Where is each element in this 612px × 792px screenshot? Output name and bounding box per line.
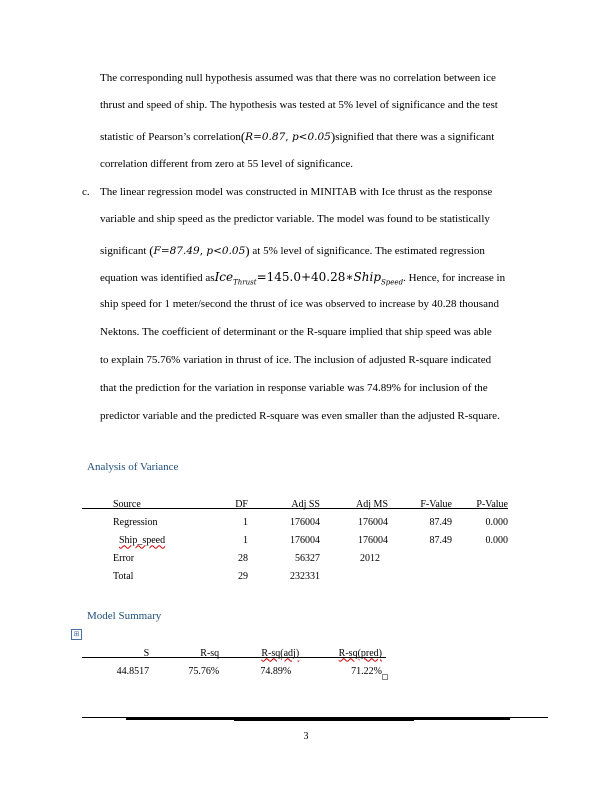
anova-cell: 87.49: [429, 516, 452, 528]
pearson-r-value: R=0.87: [245, 131, 286, 143]
eq-thrust-sub: Thrust: [233, 278, 257, 287]
summary-title: Model Summary: [87, 610, 162, 622]
anova-cell: Error: [113, 552, 135, 564]
table-row: [82, 549, 508, 567]
para2-line4-end: . Hence, for increase in: [403, 272, 506, 284]
anova-cell: 232331: [290, 570, 320, 582]
para2-line3-start: significant: [100, 245, 147, 257]
anova-header-row: [82, 495, 508, 513]
page-number: 3: [303, 731, 309, 742]
anova-cell: Regression: [113, 516, 158, 528]
anova-cell: [388, 567, 452, 585]
anova-cell: 1: [243, 534, 248, 546]
summary-h-s: S: [143, 647, 150, 659]
summary-h-rsq-pred: R-sq(pred): [338, 647, 382, 659]
para2-line8: that the prediction for the variation in response variable was 74.89% for inclusion of the: [100, 382, 488, 394]
table-row: [82, 513, 508, 531]
anova-cell: [452, 567, 508, 585]
footer-rule-thick-left: [126, 718, 234, 720]
anova-cell: 87.49: [429, 534, 452, 546]
para2-line3: significant (F=87.49, p<0.05) at 5% level of significance. The estimated regression: [100, 243, 485, 258]
anova-cell: 0.000: [485, 516, 508, 528]
anova-cell: [388, 549, 452, 567]
anova-h-fvalue: F-Value: [420, 498, 452, 510]
summary-rsq-value: 75.76%: [188, 665, 220, 677]
anova-cell: 176004: [358, 534, 388, 546]
para1-line4: correlation different from zero at 55 level of significance.: [100, 158, 353, 170]
anova-h-df: DF: [235, 498, 248, 510]
para2-line9: predictor variable and the predicted R-square was even smaller than the adjusted R-square.: [100, 410, 500, 422]
summary-header-row: [82, 644, 386, 662]
footer-rule-thick-right: [414, 718, 510, 720]
eq-speed-sub: Speed: [381, 278, 404, 287]
cell-marker-icon: [382, 674, 388, 680]
model-summary-table: [82, 644, 386, 680]
anova-cell: 176004: [290, 534, 320, 546]
para2-line1: The linear regression model was constructed in MINITAB with Ice thrust as the response: [100, 186, 493, 198]
anova-cell: [320, 567, 388, 585]
anova-cell: 176004: [358, 516, 388, 528]
para2-line4: [100, 270, 505, 286]
eq-ice: Ice: [214, 270, 234, 284]
para2-line6: Nektons. The coefficient of determinant or the R-square implied that ship speed was able: [100, 326, 492, 338]
anova-cell: [452, 549, 508, 567]
para1-line1: The corresponding null hypothesis assumed was that there was no correlation between ice: [100, 72, 496, 84]
summary-rsq-pred-value: 71.22%: [351, 665, 382, 677]
para1-line3-start: statistic of Pearson’s correlation: [100, 131, 241, 143]
anova-cell: 1: [243, 516, 248, 528]
summary-s-value: 44.8517: [116, 665, 150, 677]
regression-equation: [214, 270, 404, 287]
anova-cell: Total: [113, 570, 134, 582]
anova-cell: 29: [238, 570, 248, 582]
anova-cell: 28: [238, 552, 248, 564]
table-row: [82, 531, 508, 549]
footer-rule-thick-mid: [234, 718, 414, 721]
para2-line4-start: equation was identified as: [100, 272, 215, 284]
para1-line2: thrust and speed of ship. The hypothesis was tested at 5% level of significance and the test: [100, 99, 498, 111]
table-move-handle-icon[interactable]: ⊞: [71, 629, 82, 640]
pearson-p-value: p<0.05: [291, 131, 331, 143]
para2-line3-end: at 5% level of significance. The estimated regression: [252, 245, 485, 257]
anova-cell: 176004: [290, 516, 320, 528]
eq-coefficients: =145.0+40.28∗: [256, 270, 354, 284]
f-statistic: F=87.49, p<0.05: [153, 245, 246, 257]
table-row: [82, 662, 386, 680]
pearson-statistic: R=0.87, p<0.05: [245, 131, 331, 143]
table-row: [82, 567, 508, 585]
anova-title: Analysis of Variance: [87, 461, 179, 473]
summary-h-rsq: R-sq: [200, 647, 220, 659]
anova-h-adjms: Adj MS: [356, 498, 388, 510]
summary-h-rsq-adj: R-sq(adj): [261, 647, 300, 659]
para2-line7: to explain 75.76% variation in thrust of ice. The inclusion of adjusted R-square indicated: [100, 354, 492, 366]
f-value: F=87.49: [153, 245, 200, 257]
anova-h-pvalue: P-Value: [476, 498, 508, 510]
para2-line5: ship speed for 1 meter/second the thrust of ice was observed to increase by 40.28 thousand: [100, 298, 499, 310]
anova-h-adjss: Adj SS: [291, 498, 320, 510]
anova-cell: 0.000: [485, 534, 508, 546]
para1-line3: statistic of Pearson’s correlation(R=0.87, p<0.05)signified that there was a significant: [100, 129, 495, 144]
summary-rsq-adj-value: 74.89%: [260, 665, 292, 677]
list-marker-c: c.: [82, 186, 90, 198]
anova-h-source: Source: [113, 498, 141, 510]
anova-cell: 56327: [295, 552, 320, 564]
eq-ship: Ship: [353, 270, 382, 284]
anova-cell: Ship_speed: [119, 534, 166, 546]
anova-table: [82, 495, 508, 585]
para1-line3-end: signified that there was a significant: [335, 131, 495, 143]
para2-line2: variable and ship speed as the predictor variable. The model was found to be statistically: [100, 213, 490, 225]
anova-cell: 2012: [360, 552, 380, 564]
f-p-value: p<0.05: [206, 245, 246, 257]
